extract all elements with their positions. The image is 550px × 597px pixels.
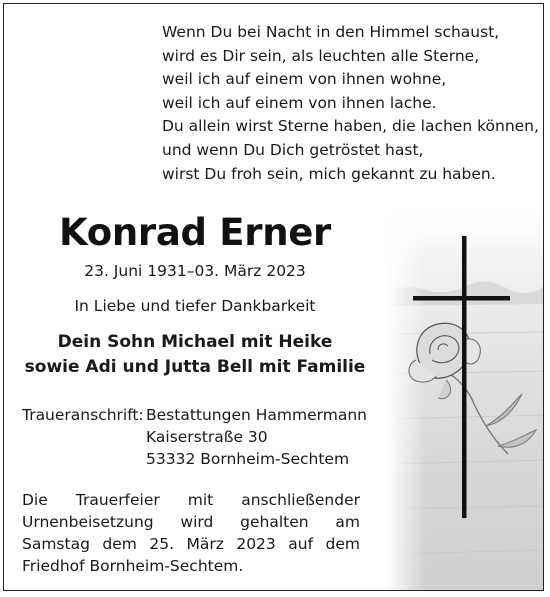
family-names bbox=[4, 330, 386, 380]
poem-line: weil ich auf einem von ihnen lache. bbox=[162, 93, 437, 112]
life-dates: 23. Juni 1931–03. März 2023 bbox=[84, 262, 306, 280]
deceased-name: Konrad Erner bbox=[59, 211, 331, 254]
poem-line: wirst Du froh sein, mich gekannt zu haben. bbox=[162, 164, 496, 183]
address-lines bbox=[146, 404, 367, 470]
poem-line: weil ich auf einem von ihnen wohne, bbox=[162, 70, 447, 89]
address-line: Kaiserstraße 30 bbox=[146, 428, 268, 446]
memorial-photo bbox=[386, 214, 544, 591]
address-line: Bestattungen Hammermann bbox=[146, 406, 367, 424]
poem-line: Du allein wirst Sterne haben, die lachen können, bbox=[162, 117, 539, 136]
address-line: 53332 Bornheim-Sechtem bbox=[146, 450, 350, 468]
tribute-line: In Liebe und tiefer Dankbarkeit bbox=[74, 297, 316, 315]
obituary-notice bbox=[3, 3, 544, 591]
ceremony-info: Die Trauerfeier mit anschließender Urnenbeisetzung wird gehalten am Samstag dem 25. März 2023 auf dem Friedhof Bornheim-Sechtem. bbox=[22, 491, 360, 575]
family-line: sowie Adi und Jutta Bell mit Familie bbox=[24, 357, 366, 377]
family-line: Dein Sohn Michael mit Heike bbox=[57, 332, 333, 352]
poem-line: Wenn Du bei Nacht in den Himmel schaust, bbox=[162, 23, 500, 41]
poem-line: wird es Dir sein, als leuchten alle Sterne, bbox=[162, 46, 480, 65]
poem bbox=[162, 21, 539, 186]
address-label: Traueranschrift: bbox=[22, 406, 144, 424]
poem-line: und wenn Du Dich getröstet hast, bbox=[162, 140, 424, 159]
